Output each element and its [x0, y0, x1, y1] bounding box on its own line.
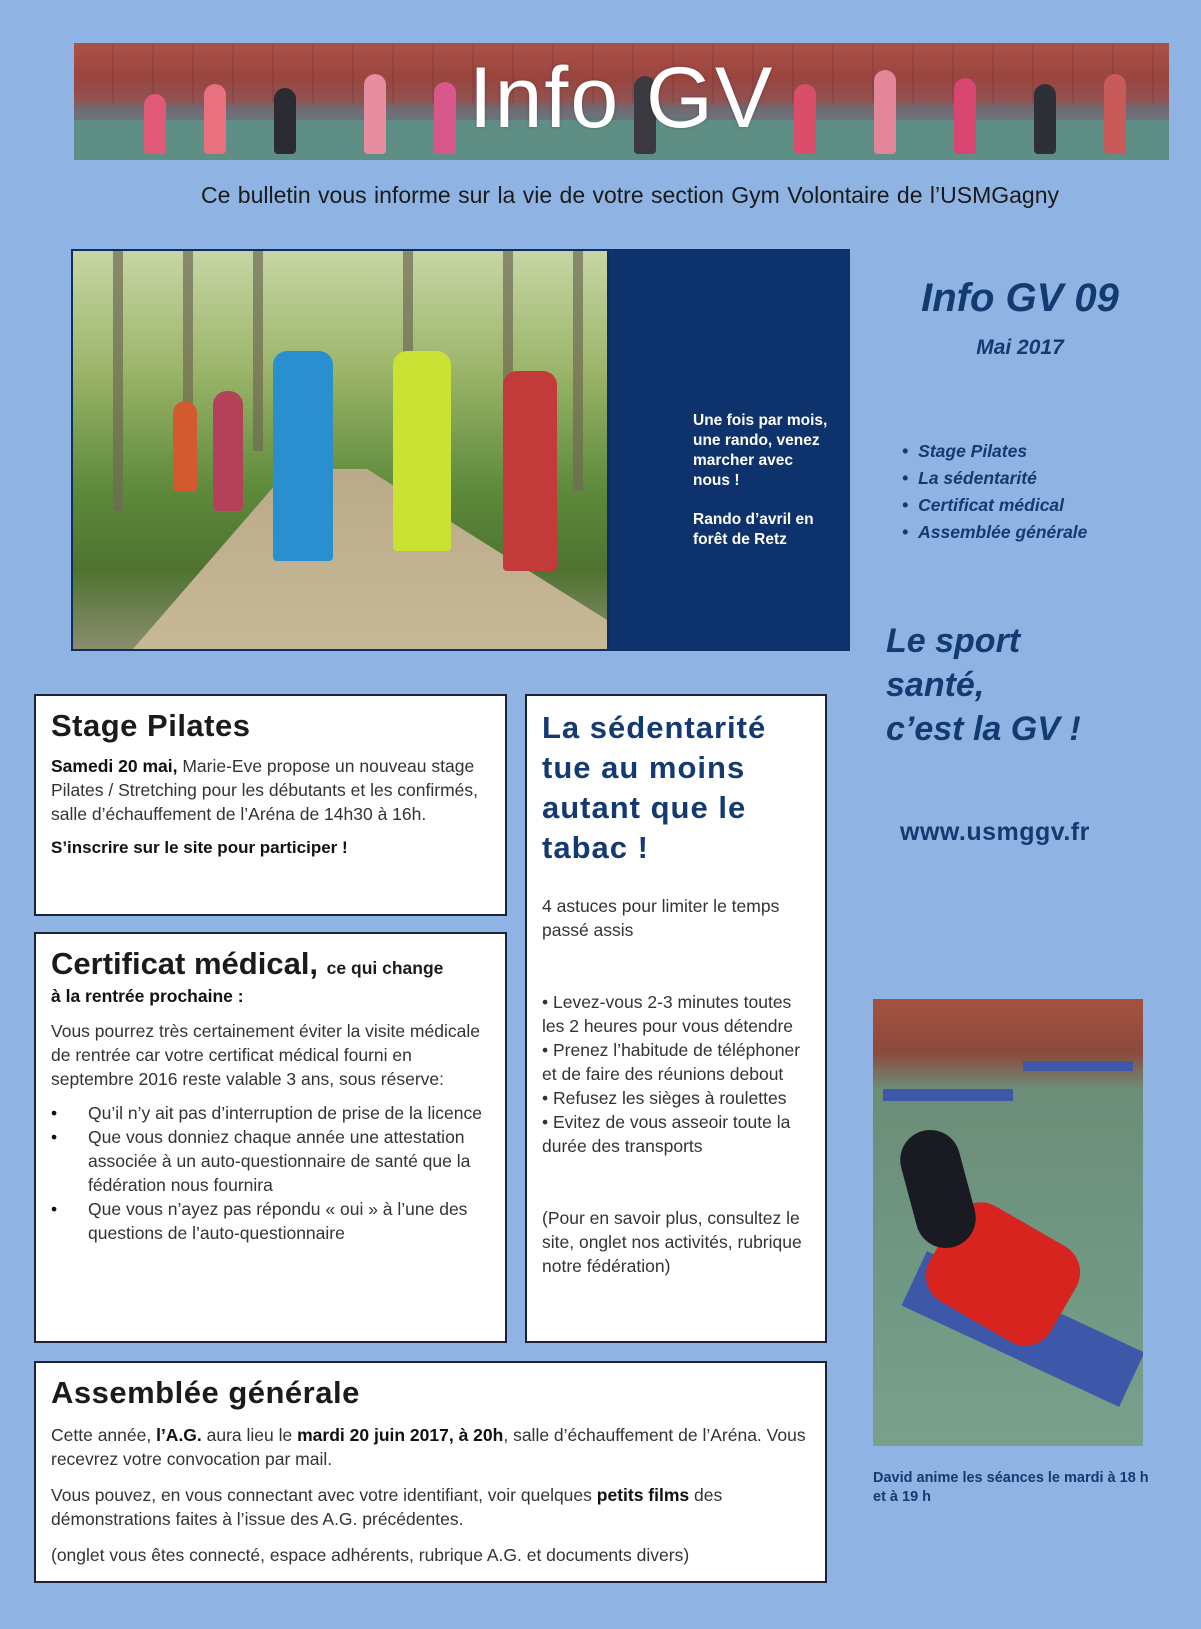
tree: [573, 251, 583, 491]
title-main: Certificat médical,: [51, 946, 319, 981]
article-title: Assemblée générale: [51, 1375, 360, 1410]
slogan-line: santé,: [886, 666, 985, 704]
article-pilates: [34, 694, 507, 916]
slogan: [886, 619, 1081, 751]
conditions-list: [51, 1101, 490, 1245]
article-body: [51, 1423, 810, 1471]
article-sedentarite: [525, 694, 827, 1343]
hike-info-box: [609, 249, 850, 651]
hiker: [273, 351, 333, 561]
website-link[interactable]: www.usmggv.fr: [900, 818, 1090, 846]
article-assemblee: [34, 1361, 827, 1583]
article-title: La sédentarité tue au moins autant que le tabac !: [542, 710, 767, 865]
hiker: [213, 391, 243, 511]
tagline: Ce bulletin vous informe sur la vie de votre section Gym Volontaire de l’USMGagny: [200, 182, 1059, 208]
text-run: aura lieu le: [201, 1425, 298, 1445]
list-item: • Qu’il n’y ait pas d’interruption de prise de la licence: [51, 1101, 490, 1125]
table-of-contents: [902, 438, 1087, 546]
hiker: [503, 371, 557, 571]
more-info: (Pour en savoir plus, consultez le site, onglet nos activités, rubrique notre fédération): [542, 1208, 802, 1276]
event-date: Samedi 20 mai,: [51, 756, 178, 776]
banner-title: Info GV: [468, 50, 775, 146]
article-body: Vous pourrez très certainement éviter la visite médicale de rentrée car votre certificat médical fourni en septembre 2016 reste valable 3 ans, sous réserve:: [51, 1021, 480, 1089]
issue-date: Mai 2017: [976, 336, 1064, 359]
instructor-legs: [893, 1123, 982, 1254]
article-title: Stage Pilates: [51, 708, 251, 743]
article-body: [51, 1483, 810, 1531]
text-run: , salle d’échauffement de l’Aréna. Vous recevrez votre convocation par mail.: [51, 1425, 806, 1469]
hike-photo: [71, 249, 609, 651]
article-subtitle: à la rentrée prochaine :: [51, 986, 244, 1006]
call-to-action: S’inscrire sur le site pour participer !: [51, 838, 348, 857]
list-item: • Levez-vous 2-3 minutes toutes les 2 heures pour vous détendre: [542, 992, 793, 1036]
text-run: Cette année,: [51, 1425, 157, 1445]
issue-title: Info GV 09: [921, 276, 1119, 320]
article-note: (onglet vous êtes connecté, espace adhérents, rubrique A.G. et documents divers): [51, 1545, 690, 1565]
toc-item: • Stage Pilates: [902, 438, 1087, 465]
hike-invitation: Une fois par mois, une rando, venez marcher avec nous !: [693, 412, 828, 489]
text-run: des démonstrations faites à l’issue des A.G. précédentes.: [51, 1485, 723, 1529]
tips-list: [542, 990, 810, 1158]
event-details: Marie-Eve propose un nouveau stage Pilates / Stretching pour les débutants et les confirmés, salle d’échauffement de l’Aréna de 14h30 à 16h.: [51, 756, 479, 824]
list-item: • Prenez l’habitude de téléphoner et de faire des réunions debout: [542, 1040, 801, 1084]
header-banner: [74, 43, 1169, 160]
text-run: Vous pouvez, en vous connectant avec votre identifiant, voir quelques: [51, 1485, 597, 1505]
article-intro: 4 astuces pour limiter le temps passé assis: [542, 896, 780, 940]
toc-item: • La sédentarité: [902, 465, 1087, 492]
article-certificat: [34, 932, 507, 1343]
gym-photo-caption: David anime les séances le mardi à 18 h et à 19 h: [873, 1470, 1149, 1505]
hiker: [393, 351, 451, 551]
slogan-line: c’est la GV !: [886, 710, 1081, 748]
hike-info-text: [693, 411, 833, 569]
article-body: [51, 754, 490, 826]
text-bold: petits films: [596, 1485, 690, 1505]
gym-photo: [873, 999, 1143, 1446]
slogan-line: Le sport: [886, 622, 1021, 660]
exercise-mat: [883, 1089, 1013, 1101]
tree: [253, 251, 263, 451]
toc-item: • Assemblée générale: [902, 519, 1087, 546]
hike-location: Rando d’avril en forêt de Retz: [693, 511, 814, 548]
title-suffix: ce qui change: [326, 958, 444, 978]
event-date: mardi 20 juin 2017, à 20h: [297, 1425, 504, 1445]
article-title: [51, 946, 490, 986]
hiker: [173, 401, 197, 491]
tree: [113, 251, 123, 511]
toc-item: • Certificat médical: [902, 492, 1087, 519]
list-item: • Que vous donniez chaque année une attestation associée à un auto-questionnaire de santé que la fédération nous fournira: [51, 1125, 490, 1197]
list-item: • Que vous n’ayez pas répondu « oui » à l’une des questions de l’auto-questionnaire: [51, 1197, 490, 1245]
text-bold: l’A.G.: [156, 1425, 202, 1445]
list-item: • Evitez de vous asseoir toute la durée des transports: [542, 1112, 791, 1156]
exercise-mat: [1023, 1061, 1133, 1071]
list-item: • Refusez les sièges à roulettes: [542, 1088, 787, 1108]
